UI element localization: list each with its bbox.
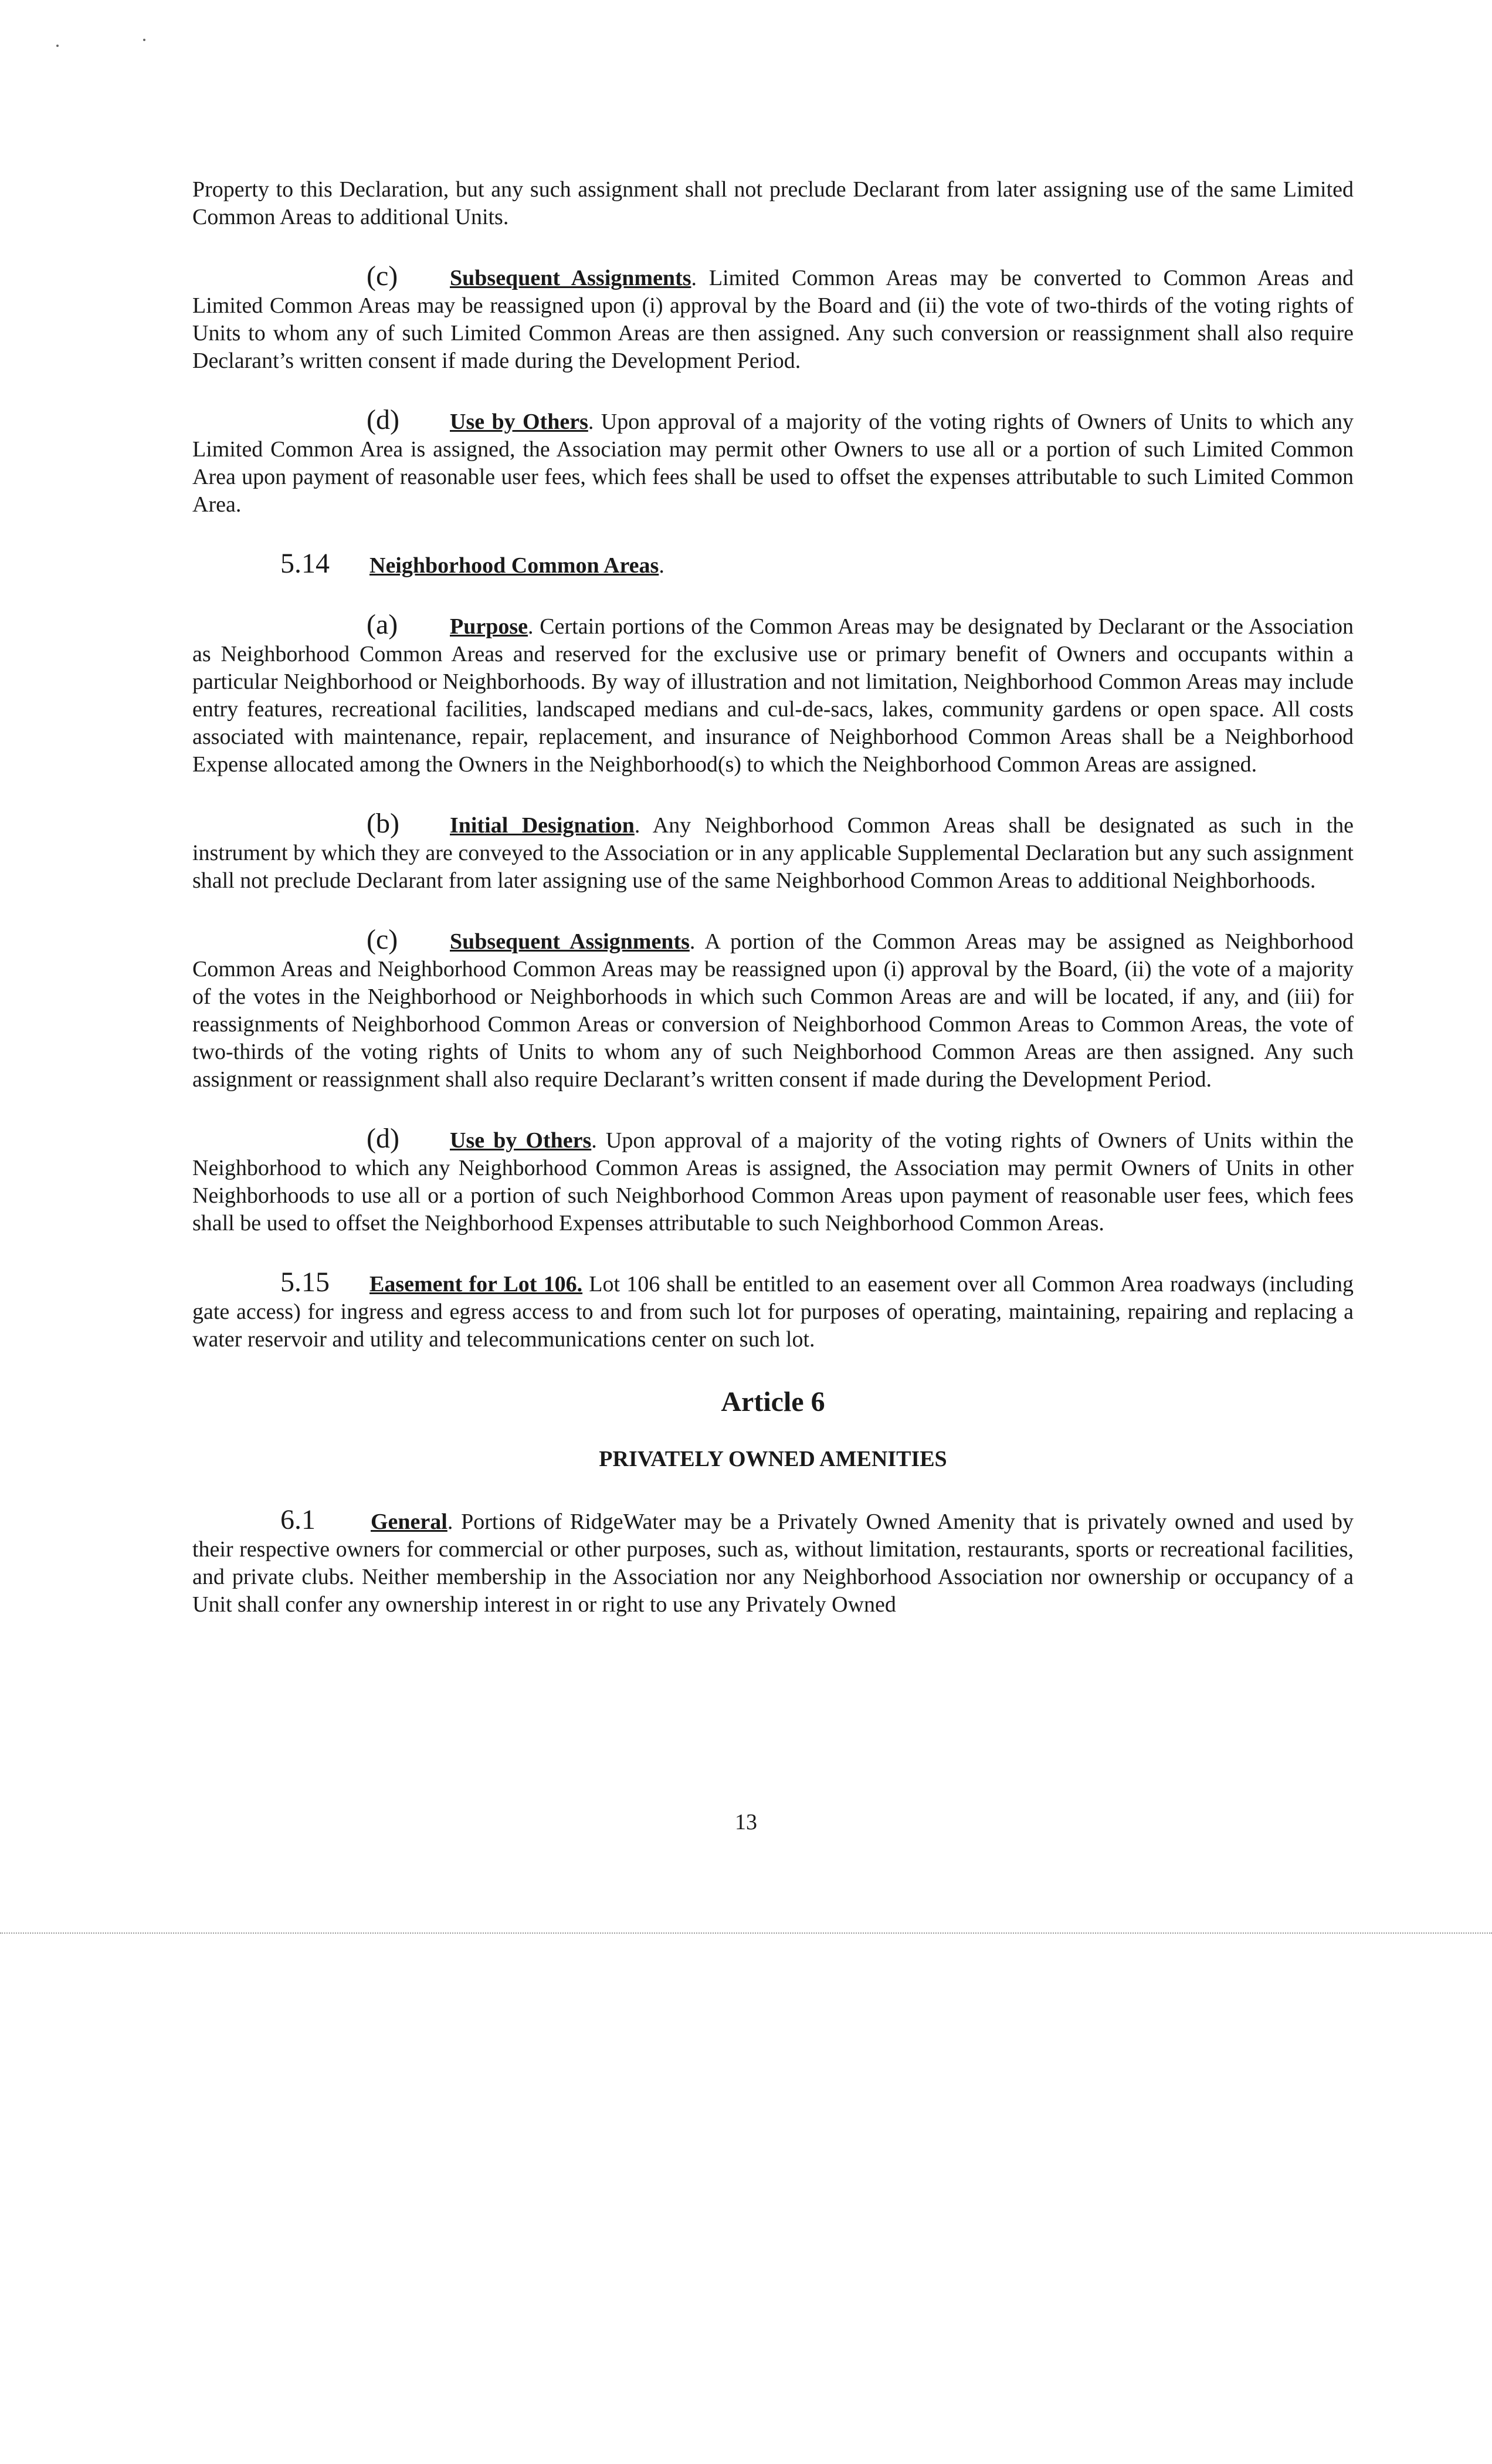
item-label: (a): [367, 609, 398, 640]
document-body: [192, 176, 1354, 1650]
item-heading: Subsequent Assignments: [450, 266, 691, 290]
item-text: Upon approval of a majority of the voting rights of Owners of Units within the Neighborhood to which any Neighborhood Common Areas is assigned, the Association may permit Owners of Units in other Neighborhoods to use all or a portion of such Neighborhood Common Areas upon payment of reasonable user fees, which fees shall be used to offset the Neighborhood Expenses attributable to such Neighborhood Common Areas.: [192, 1128, 1354, 1236]
item-text: Limited Common Areas may be converted to Common Areas and Limited Common Areas may be reassigned upon (i) approval by the Board and (ii) the vote of two-thirds of the voting rights of Units to whom any of such Limited Common Areas are then assigned. Any such conversion or reassignment shall also require Declarant’s written consent if made during the Development Period.: [192, 266, 1354, 373]
item-text: Upon approval of a majority of the voting rights of Owners of Units to which any Limited Common Area is assigned, the Association may permit other Owners to use all or a portion of such Limited Common Area upon payment of reasonable user fees, which fees shall be used to offset the expenses attributable to such Limited Common Area.: [192, 409, 1354, 517]
item-text: Certain portions of the Common Areas may be designated by Declarant or the Association as Neighborhood Common Areas and reserved for the exclusive use or primary benefit of Owners and occupants within a particular Neighborhood or Neighborhoods. By way of illustration and not limitation, Neighborhood Common Areas may include entry features, recreational facilities, landscaped medians and cul-de-sacs, lakes, community gardens or open space. All costs associated with maintenance, repair, replacement, and insurance of Neighborhood Common Areas shall be a Neighborhood Expense allocated among the Owners in the Neighborhood(s) to which the Neighborhood Common Areas are assigned.: [192, 614, 1354, 777]
item-heading: Initial Designation: [450, 813, 635, 838]
paragraph-5-13-c: (c) Subsequent Assignments. Limited Common Areas may be converted to Common Areas and Limited Common Areas may be reassigned upon (i) approval by the Board and (ii) the vote of two-thirds of the voting rights of Units to whom any of such Limited Common Areas are then assigned. Any such conversion or reassignment shall also require Declarant’s written consent if made during the Development Period.: [192, 260, 1354, 373]
page-number: 13: [735, 1810, 757, 1835]
section-number: 5.15: [280, 1267, 330, 1298]
item-label: (c): [367, 260, 398, 292]
item-heading: Subsequent Assignments: [450, 929, 690, 954]
item-text: Any Neighborhood Common Areas shall be designated as such in the instrument by which they are conveyed to the Association or in any applicable Supplemental Declaration but any such assignment shall not preclude Declarant from later assigning use of the same Neighborhood Common Areas to additional Neighborhoods.: [192, 813, 1354, 893]
item-label: (b): [367, 808, 399, 839]
section-text: Lot 106 shall be entitled to an easement over all Common Area roadways (including gate access) for ingress and egress access to and from such lot for purposes of operating, maintaining, repairing and replacing a water reservoir and utility and telecommunications center on such lot.: [192, 1272, 1354, 1352]
section-5-14: 5.14 Neighborhood Common Areas.: [280, 548, 664, 579]
continuation-paragraph: Property to this Declaration, but any such assignment shall not preclude Declarant from later assigning use of the same Limited Common Areas to additional Units.: [192, 177, 1354, 229]
page-bottom-divider: [0, 1932, 1492, 1934]
section-heading: Neighborhood Common Areas: [369, 553, 659, 578]
article-subtitle: PRIVATELY OWNED AMENITIES: [599, 1447, 947, 1471]
section-6-1: 6.1 General. Portions of RidgeWater may be a Privately Owned Amenity that is privately owned and used by their respective owners for commercial or other purposes, such as, without limitation, restaurants, sports or recreational facilities, and private clubs. Neither membership in the Association nor any Neighborhood Association nor ownership or occupancy of a Unit shall confer any ownership interest in or right to use any Privately Owned: [192, 1504, 1354, 1617]
paragraph-5-14-a: (a) Purpose. Certain portions of the Common Areas may be designated by Declarant or the Association as Neighborhood Common Areas and reserved for the exclusive use or primary benefit of Owners and occupants within a particular Neighborhood or Neighborhoods. By way of illustration and not limitation, Neighborhood Common Areas may include entry features, recreational facilities, landscaped medians and cul-de-sacs, lakes, community gardens or open space. All costs associated with maintenance, repair, replacement, and insurance of Neighborhood Common Areas shall be a Neighborhood Expense allocated among the Owners in the Neighborhood(s) to which the Neighborhood Common Areas are assigned.: [192, 609, 1354, 777]
item-heading: Use by Others: [450, 409, 588, 434]
section-heading: General: [371, 1509, 447, 1534]
item-heading: Use by Others: [450, 1128, 592, 1153]
item-heading: Purpose: [450, 614, 528, 639]
paragraph-5-14-c: (c) Subsequent Assignments. A portion of the Common Areas may be assigned as Neighborhood Common Areas and Neighborhood Common Areas may be reassigned upon (i) approval by the Board, (ii) the vote of a majority of the votes in the Neighborhood or Neighborhoods in which such Common Areas are and will be located, if any, and (iii) for reassignments of Neighborhood Common Areas or conversion of Neighborhood Common Areas to Common Areas, the vote of two-thirds of the voting rights of Units to whom any of such Neighborhood Common Areas are then assigned. Any such assignment or reassignment shall also require Declarant’s written consent if made during the Development Period.: [192, 924, 1354, 1092]
section-heading: Easement for Lot 106.: [369, 1272, 583, 1297]
item-text: A portion of the Common Areas may be assigned as Neighborhood Common Areas and Neighborhood Common Areas may be reassigned upon (i) approval by the Board, (ii) the vote of a majority of the votes in the Neighborhood or Neighborhoods in which such Common Areas are and will be located, if any, and (iii) for reassignments of Neighborhood Common Areas or conversion of Neighborhood Common Areas to Common Areas, the vote of two-thirds of the voting rights of Units to whom any of such Neighborhood Common Areas are then assigned. Any such assignment or reassignment shall also require Declarant’s written consent if made during the Development Period.: [192, 929, 1354, 1092]
article-title: Article 6: [721, 1386, 825, 1417]
section-text: Portions of RidgeWater may be a Privately Owned Amenity that is privately owned and used by their respective owners for commercial or other purposes, such as, without limitation, restaurants, sports or recreational facilities, and private clubs. Neither membership in the Association nor any Neighborhood Association nor ownership or occupancy of a Unit shall confer any ownership interest in or right to use any Privately Owned: [192, 1509, 1354, 1617]
paragraph-5-14-b: (b) Initial Designation. Any Neighborhood Common Areas shall be designated as such in the instrument by which they are conveyed to the Association or in any applicable Supplemental Declaration but any such assignment shall not preclude Declarant from later assigning use of the same Neighborhood Common Areas to additional Neighborhoods.: [192, 808, 1354, 893]
paragraph-5-13-d: (d) Use by Others. Upon approval of a majority of the voting rights of Owners of Units to which any Limited Common Area is assigned, the Association may permit other Owners to use all or a portion of such Limited Common Area upon payment of reasonable user fees, which fees shall be used to offset the expenses attributable to such Limited Common Area.: [192, 404, 1354, 517]
section-number: 5.14: [280, 548, 330, 579]
item-label: (c): [367, 924, 398, 955]
scan-speck: [143, 39, 145, 41]
item-label: (d): [367, 1123, 399, 1154]
paragraph-5-14-d: (d) Use by Others. Upon approval of a majority of the voting rights of Owners of Units within the Neighborhood to which any Neighborhood Common Areas is assigned, the Association may permit Owners of Units in other Neighborhoods to use all or a portion of such Neighborhood Common Areas upon payment of reasonable user fees, which fees shall be used to offset the Neighborhood Expenses attributable to such Neighborhood Common Areas.: [192, 1123, 1354, 1236]
scan-speck: [56, 45, 59, 47]
section-5-15: [192, 1268, 1354, 1353]
section-number: 6.1: [280, 1504, 316, 1535]
item-label: (d): [367, 404, 399, 435]
